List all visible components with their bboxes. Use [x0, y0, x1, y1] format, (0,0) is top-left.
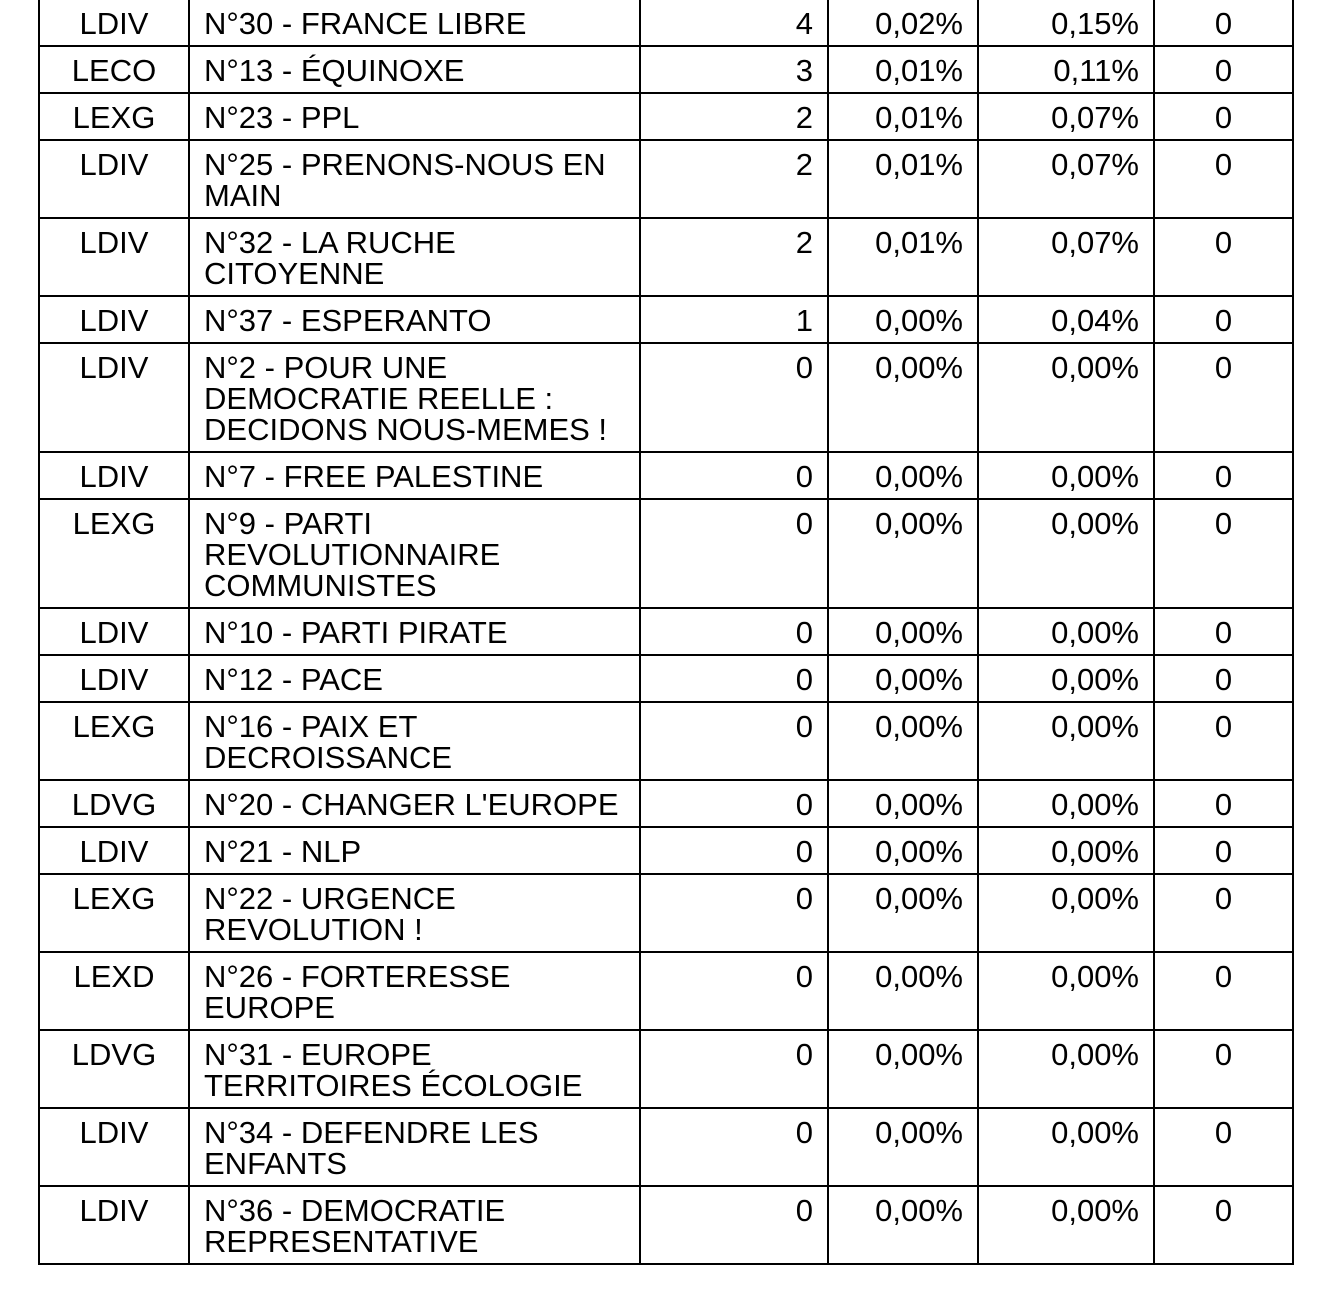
seats-cell: 0	[1154, 343, 1293, 452]
pct-expressed-cell: 0,00%	[978, 1186, 1154, 1264]
nuance-cell: LDVG	[39, 780, 189, 827]
nuance-cell: LDIV	[39, 1108, 189, 1186]
table-row	[39, 296, 1293, 343]
pct-expressed-cell: 0,15%	[978, 0, 1154, 46]
table-row	[39, 780, 1293, 827]
pct-expressed-cell: 0,00%	[978, 452, 1154, 499]
pct-registered-cell: 0,02%	[828, 0, 978, 46]
votes-cell: 0	[640, 780, 828, 827]
seats-cell: 0	[1154, 952, 1293, 1030]
pct-registered-cell: 0,00%	[828, 952, 978, 1030]
pct-registered-cell: 0,00%	[828, 296, 978, 343]
pct-registered-cell: 0,01%	[828, 46, 978, 93]
seats-cell: 0	[1154, 140, 1293, 218]
seats-cell: 0	[1154, 452, 1293, 499]
seats-cell: 0	[1154, 93, 1293, 140]
table-row	[39, 655, 1293, 702]
votes-cell: 0	[640, 499, 828, 608]
pct-expressed-cell: 0,00%	[978, 608, 1154, 655]
seats-cell: 0	[1154, 46, 1293, 93]
nuance-cell: LDIV	[39, 655, 189, 702]
votes-cell: 0	[640, 343, 828, 452]
pct-expressed-cell: 0,00%	[978, 1030, 1154, 1108]
votes-cell: 0	[640, 608, 828, 655]
pct-expressed-cell: 0,00%	[978, 655, 1154, 702]
list-name-cell: N°23 - PPL	[189, 93, 640, 140]
nuance-cell: LEXD	[39, 952, 189, 1030]
seats-cell: 0	[1154, 608, 1293, 655]
table-row	[39, 218, 1293, 296]
pct-registered-cell: 0,00%	[828, 827, 978, 874]
seats-cell: 0	[1154, 1108, 1293, 1186]
votes-cell: 0	[640, 702, 828, 780]
seats-cell: 0	[1154, 780, 1293, 827]
list-name-cell: N°21 - NLP	[189, 827, 640, 874]
nuance-cell: LDVG	[39, 1030, 189, 1108]
nuance-cell: LECO	[39, 46, 189, 93]
table-row	[39, 827, 1293, 874]
table-row	[39, 46, 1293, 93]
votes-cell: 0	[640, 874, 828, 952]
nuance-cell: LDIV	[39, 1186, 189, 1264]
pct-expressed-cell: 0,00%	[978, 827, 1154, 874]
list-name-cell: N°32 - LA RUCHE CITOYENNE	[189, 218, 640, 296]
table-row	[39, 0, 1293, 46]
list-name-cell: N°10 - PARTI PIRATE	[189, 608, 640, 655]
seats-cell: 0	[1154, 1030, 1293, 1108]
votes-cell: 0	[640, 655, 828, 702]
pct-registered-cell: 0,01%	[828, 140, 978, 218]
votes-cell: 1	[640, 296, 828, 343]
nuance-cell: LEXG	[39, 874, 189, 952]
votes-cell: 0	[640, 452, 828, 499]
votes-cell: 0	[640, 1030, 828, 1108]
list-name-cell: N°34 - DEFENDRE LES ENFANTS	[189, 1108, 640, 1186]
list-name-cell: N°7 - FREE PALESTINE	[189, 452, 640, 499]
nuance-cell: LEXG	[39, 702, 189, 780]
seats-cell: 0	[1154, 0, 1293, 46]
pct-registered-cell: 0,00%	[828, 1108, 978, 1186]
pct-expressed-cell: 0,00%	[978, 874, 1154, 952]
pct-registered-cell: 0,00%	[828, 874, 978, 952]
nuance-cell: LDIV	[39, 218, 189, 296]
table-row	[39, 608, 1293, 655]
table-row	[39, 1186, 1293, 1264]
nuance-cell: LDIV	[39, 0, 189, 46]
list-name-cell: N°20 - CHANGER L'EUROPE	[189, 780, 640, 827]
list-name-cell: N°22 - URGENCE REVOLUTION !	[189, 874, 640, 952]
pct-registered-cell: 0,01%	[828, 218, 978, 296]
list-name-cell: N°31 - EUROPE TERRITOIRES ÉCOLOGIE	[189, 1030, 640, 1108]
list-name-cell: N°16 - PAIX ET DECROISSANCE	[189, 702, 640, 780]
pct-registered-cell: 0,00%	[828, 655, 978, 702]
table-row	[39, 343, 1293, 452]
table-row	[39, 952, 1293, 1030]
seats-cell: 0	[1154, 218, 1293, 296]
list-name-cell: N°12 - PACE	[189, 655, 640, 702]
pct-expressed-cell: 0,11%	[978, 46, 1154, 93]
table-row	[39, 1108, 1293, 1186]
pct-registered-cell: 0,00%	[828, 1030, 978, 1108]
pct-expressed-cell: 0,07%	[978, 140, 1154, 218]
pct-registered-cell: 0,00%	[828, 702, 978, 780]
nuance-cell: LDIV	[39, 343, 189, 452]
seats-cell: 0	[1154, 874, 1293, 952]
table-row	[39, 874, 1293, 952]
pct-registered-cell: 0,00%	[828, 499, 978, 608]
pct-expressed-cell: 0,07%	[978, 218, 1154, 296]
votes-cell: 0	[640, 1108, 828, 1186]
seats-cell: 0	[1154, 499, 1293, 608]
votes-cell: 3	[640, 46, 828, 93]
list-name-cell: N°13 - ÉQUINOXE	[189, 46, 640, 93]
nuance-cell: LEXG	[39, 499, 189, 608]
votes-cell: 2	[640, 140, 828, 218]
pct-expressed-cell: 0,04%	[978, 296, 1154, 343]
pct-expressed-cell: 0,00%	[978, 499, 1154, 608]
results-table	[38, 0, 1294, 1265]
pct-registered-cell: 0,00%	[828, 608, 978, 655]
pct-expressed-cell: 0,00%	[978, 780, 1154, 827]
votes-cell: 2	[640, 93, 828, 140]
nuance-cell: LDIV	[39, 140, 189, 218]
results-table-body	[39, 0, 1293, 1264]
pct-expressed-cell: 0,00%	[978, 1108, 1154, 1186]
table-row	[39, 1030, 1293, 1108]
pct-registered-cell: 0,00%	[828, 1186, 978, 1264]
pct-registered-cell: 0,00%	[828, 343, 978, 452]
votes-cell: 2	[640, 218, 828, 296]
votes-cell: 0	[640, 1186, 828, 1264]
seats-cell: 0	[1154, 702, 1293, 780]
list-name-cell: N°9 - PARTI REVOLUTIONNAIRE COMMUNISTES	[189, 499, 640, 608]
table-row	[39, 702, 1293, 780]
votes-cell: 4	[640, 0, 828, 46]
seats-cell: 0	[1154, 827, 1293, 874]
votes-cell: 0	[640, 827, 828, 874]
pct-expressed-cell: 0,00%	[978, 343, 1154, 452]
seats-cell: 0	[1154, 1186, 1293, 1264]
seats-cell: 0	[1154, 655, 1293, 702]
pct-expressed-cell: 0,07%	[978, 93, 1154, 140]
nuance-cell: LEXG	[39, 93, 189, 140]
list-name-cell: N°26 - FORTERESSE EUROPE	[189, 952, 640, 1030]
votes-cell: 0	[640, 952, 828, 1030]
table-row	[39, 499, 1293, 608]
pct-expressed-cell: 0,00%	[978, 702, 1154, 780]
pct-registered-cell: 0,00%	[828, 452, 978, 499]
pct-registered-cell: 0,01%	[828, 93, 978, 140]
table-row	[39, 93, 1293, 140]
table-row	[39, 140, 1293, 218]
pct-expressed-cell: 0,00%	[978, 952, 1154, 1030]
list-name-cell: N°2 - POUR UNE DEMOCRATIE REELLE : DECIDONS NOUS-MEMES !	[189, 343, 640, 452]
nuance-cell: LDIV	[39, 452, 189, 499]
table-row	[39, 452, 1293, 499]
nuance-cell: LDIV	[39, 827, 189, 874]
seats-cell: 0	[1154, 296, 1293, 343]
nuance-cell: LDIV	[39, 296, 189, 343]
list-name-cell: N°30 - FRANCE LIBRE	[189, 0, 640, 46]
pct-registered-cell: 0,00%	[828, 780, 978, 827]
list-name-cell: N°36 - DEMOCRATIE REPRESENTATIVE	[189, 1186, 640, 1264]
nuance-cell: LDIV	[39, 608, 189, 655]
list-name-cell: N°37 - ESPERANTO	[189, 296, 640, 343]
list-name-cell: N°25 - PRENONS-NOUS EN MAIN	[189, 140, 640, 218]
